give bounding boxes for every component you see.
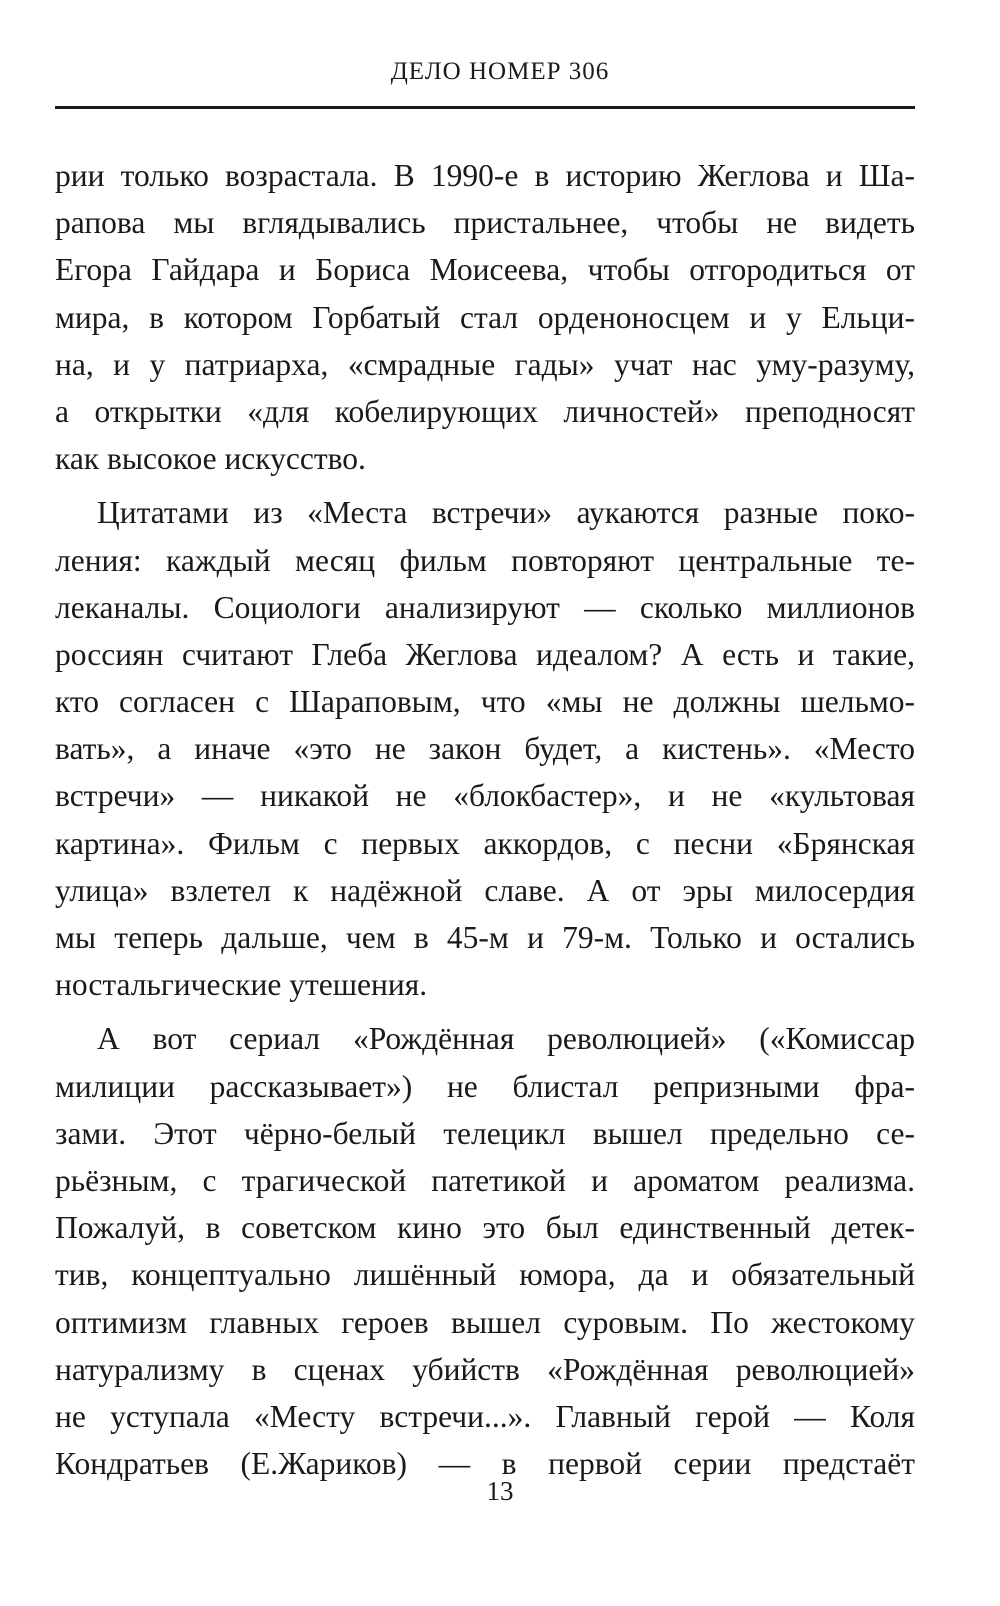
text-line: тив, концептуально лишённый юмора, да и обязательный <box>55 1257 915 1293</box>
text-line: Цитатами из «Места встречи» аукаются разные поко- <box>97 495 915 531</box>
text-line: зами. Этот чёрно-белый телецикл вышел предельно се- <box>55 1115 915 1151</box>
paragraph-2 <box>55 489 915 1008</box>
text-line: россиян считают Глеба Жеглова идеалом? А есть и такие, <box>55 636 915 672</box>
text-line: а открытки «для кобелирующих личностей» преподносят <box>55 393 915 429</box>
text-line: мы теперь дальше, чем в 45-м и 79-м. Только и остались <box>55 920 915 955</box>
text-line: рии только возрастала. В 1990-е в историю Жеглова и Ша- <box>55 158 915 193</box>
page-number: 13 <box>486 1476 514 1506</box>
text-line: Пожалуй, в советском кино это был единственный детек- <box>55 1210 915 1246</box>
text-line: ностальгические утешения. <box>55 967 428 1003</box>
body-text <box>55 152 915 1487</box>
paragraph-1 <box>55 152 915 482</box>
text-line: кто согласен с Шараповым, что «мы не должны шельмо- <box>55 684 915 720</box>
text-line: рьёзным, с трагической патетикой и ароматом реализма. <box>55 1162 915 1198</box>
text-line: Кондратьев (Е.Жариков) — в первой серии предстаёт <box>55 1446 915 1482</box>
text-line: мира, в котором Горбатый стал орденоносцем и у Ельци- <box>55 299 915 335</box>
paragraph-3 <box>55 1015 915 1487</box>
text-line: Егора Гайдара и Бориса Моисеева, чтобы отгородиться от <box>55 252 915 288</box>
text-line: ления: каждый месяц фильм повторяют центральные те- <box>55 542 915 578</box>
header-rule <box>55 106 915 109</box>
text-line: встречи» — никакой не «блокбастер», и не «культовая <box>55 778 915 814</box>
text-line: на, и у патриарха, «смрадные гады» учат нас уму-разуму, <box>55 346 915 382</box>
text-line: натурализму в сценах убийств «Рождённая революцией» <box>55 1351 915 1387</box>
text-line: не уступала «Месту встречи...». Главный герой — Коля <box>55 1398 915 1434</box>
text-line: рапова мы вглядывались пристальнее, чтобы не видеть <box>55 205 915 241</box>
text-line: как высокое искусство. <box>55 441 366 477</box>
running-head: ДЕЛО НОМЕР 306 <box>390 58 610 85</box>
text-line: картина». Фильм с первых аккордов, с песни «Брянская <box>55 825 915 861</box>
text-line: оптимизм главных героев вышел суровым. По жестокому <box>55 1304 915 1340</box>
text-line: улица» взлетел к надёжной славе. А от эры милосердия <box>55 872 915 908</box>
text-line: леканалы. Социологи анализируют — сколько миллионов <box>55 589 915 625</box>
text-line: милиции рассказывает») не блистал репризными фра- <box>55 1068 915 1104</box>
text-line: вать», а иначе «это не закон будет, а кистень». «Место <box>55 731 915 767</box>
text-line: А вот сериал «Рождённая революцией» («Комиссар <box>97 1021 915 1057</box>
